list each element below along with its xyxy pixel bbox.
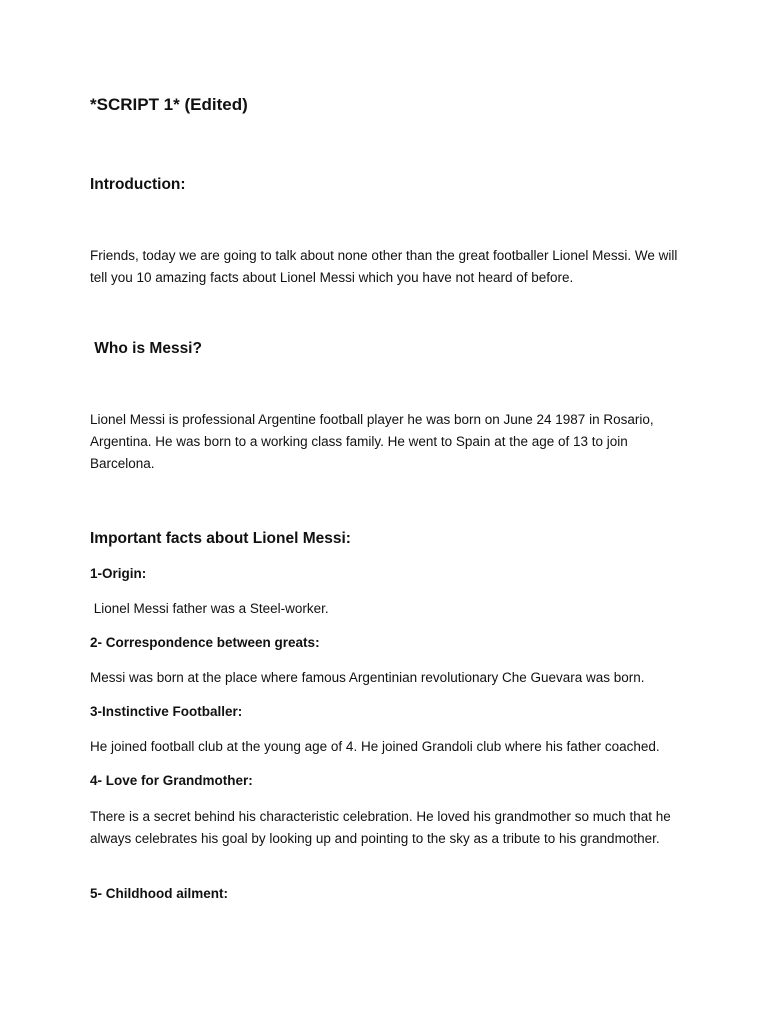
fact-1-heading: 1-Origin: [90,566,147,581]
who-is-messi-heading: Who is Messi? [90,340,202,357]
fact-4-heading: 4- Love for Grandmother: [90,773,253,788]
fact-3-text: He joined football club at the young age of 4. He joined Grandoli club where his father coached. [90,739,660,754]
fact-1-text: Lionel Messi father was a Steel-worker. [90,601,329,616]
who-is-messi-paragraph: Lionel Messi is professional Argentine football player he was born on June 24 1987 in Rosario, Argentina. He was born to a working class family. He went to Spain at the age of 13 to join Barcelona. [90,412,654,471]
fact-2-text: Messi was born at the place where famous Argentinian revolutionary Che Guevara was born. [90,670,645,685]
important-facts-heading: Important facts about Lionel Messi: [90,530,351,547]
introduction-paragraph: Friends, today we are going to talk about none other than the great footballer Lionel Messi. We will tell you 10 amazing facts about Lionel Messi which you have not heard of before. [90,248,678,285]
fact-4-text: There is a secret behind his characteristic celebration. He loved his grandmother so much that he always celebrates his goal by looking up and pointing to the sky as a tribute to his grandmother. [90,809,671,846]
fact-2-heading: 2- Correspondence between greats: [90,635,320,650]
document-title: *SCRIPT 1* (Edited) [90,95,248,114]
introduction-heading: Introduction: [90,176,186,193]
fact-5-heading: 5- Childhood ailment: [90,886,228,901]
fact-3-heading: 3-Instinctive Footballer: [90,704,243,719]
